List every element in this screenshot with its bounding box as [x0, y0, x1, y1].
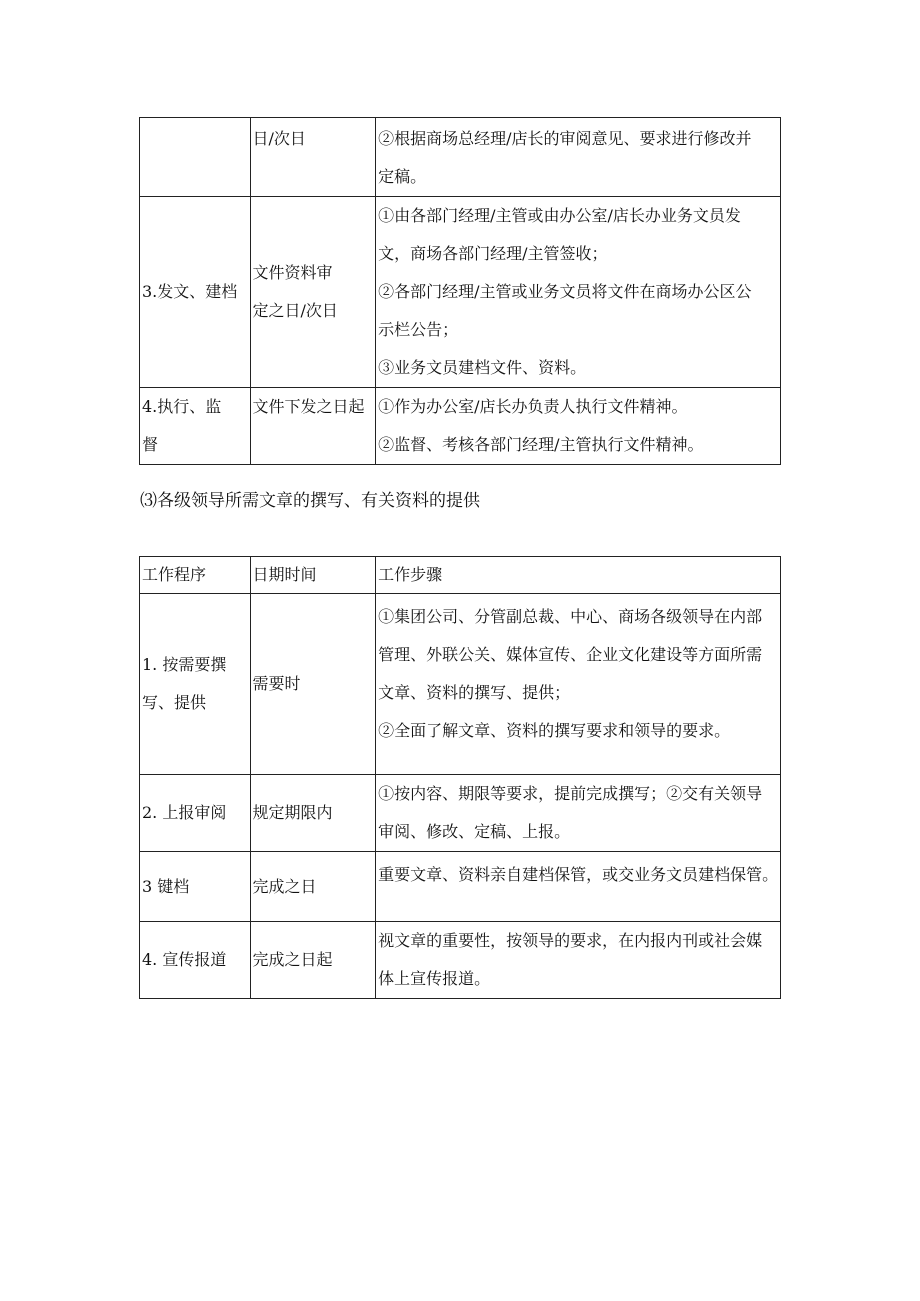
actions-cell: ①按内容、期限等要求，提前完成撰写；②交有关领导 审阅、修改、定稿、上报。 [376, 775, 781, 852]
date-cell: 文件资料审 定之日/次日 [250, 197, 376, 388]
table-row [140, 852, 781, 922]
date-cell: 文件下发之日起 [250, 388, 376, 465]
date-cell: 完成之日起 [250, 922, 376, 999]
writing-procedure-table [139, 556, 781, 999]
step-cell: 4. 宣传报道 [140, 922, 251, 999]
table-row [140, 197, 781, 388]
actions-cell: ①集团公司、分管副总裁、中心、商场各级领导在内部 管理、外联公关、媒体宣传、企业文化建设等方面所需 文章、资料的撰写、提供； ②全面了解文章、资料的撰写要求和领导的要求。 [376, 594, 781, 775]
header-cell-datetime: 日期时间 [250, 557, 376, 594]
procedure-table-continued [139, 117, 781, 465]
table-row [140, 388, 781, 465]
table-row [140, 922, 781, 999]
date-cell: 日/次日 [250, 118, 376, 197]
table-header-row [140, 557, 781, 594]
actions-cell: ①由各部门经理/主管或由办公室/店长办业务文员发 文，商场各部门经理/主管签收； ②各部门经理/主管或业务文员将文件在商场办公区公 示栏公告； ③业务文员建档文件、资料。 [376, 197, 781, 388]
actions-cell: 重要文章、资料亲自建档保管，或交业务文员建档保管。 [376, 852, 781, 922]
table-row [140, 594, 781, 775]
section-heading: ⑶各级领导所需文章的撰写、有关资料的提供 [140, 491, 480, 511]
step-cell: 3.发文、建档 [140, 197, 251, 388]
step-cell: 4.执行、监 督 [140, 388, 251, 465]
actions-cell: ①作为办公室/店长办负责人执行文件精神。 ②监督、考核各部门经理/主管执行文件精神。 [376, 388, 781, 465]
step-cell: 1. 按需要撰 写、提供 [140, 594, 251, 775]
table-row [140, 775, 781, 852]
date-cell: 规定期限内 [250, 775, 376, 852]
step-cell [140, 118, 251, 197]
header-cell-steps: 工作步骤 [376, 557, 781, 594]
date-cell: 完成之日 [250, 852, 376, 922]
actions-cell: ②根据商场总经理/店长的审阅意见、要求进行修改并 定稿。 [376, 118, 781, 197]
actions-cell: 视文章的重要性，按领导的要求，在内报内刊或社会媒 体上宣传报道。 [376, 922, 781, 999]
date-cell: 需要时 [250, 594, 376, 775]
step-cell: 3 键档 [140, 852, 251, 922]
header-cell-procedure: 工作程序 [140, 557, 251, 594]
step-cell: 2. 上报审阅 [140, 775, 251, 852]
table-row [140, 118, 781, 197]
